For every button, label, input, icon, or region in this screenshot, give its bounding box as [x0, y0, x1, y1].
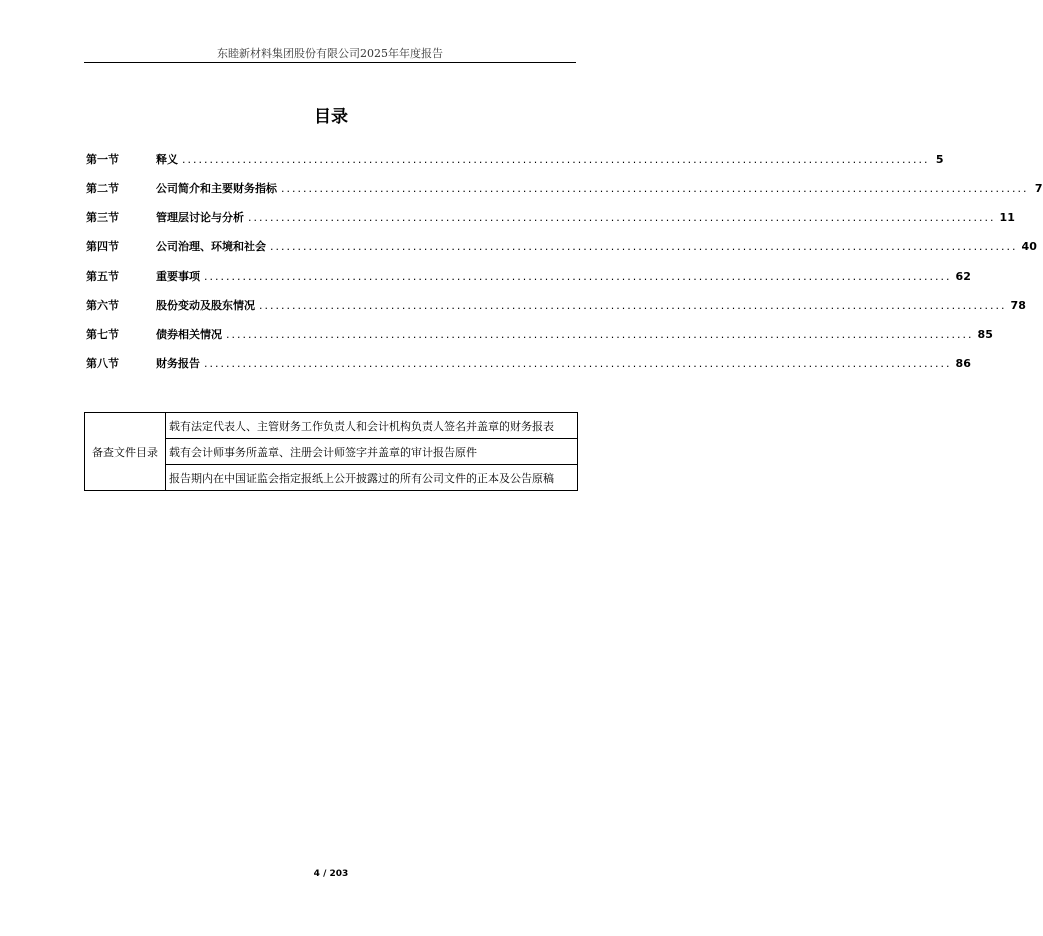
- toc-leader-dots: ........................................................................................................................................: [182, 153, 930, 166]
- toc-name: 公司治理、环境和社会: [156, 240, 266, 253]
- toc-page: 85: [977, 328, 993, 341]
- page-title: 目录: [314, 107, 348, 127]
- toc-name: 管理层讨论与分析: [156, 211, 244, 224]
- footer-total-pages: 203: [329, 869, 349, 879]
- toc-page: 7: [1034, 182, 1043, 195]
- toc-entry[interactable]: [86, 238, 1037, 254]
- toc-leader-dots: ........................................................................................................................................: [281, 182, 1029, 195]
- footer-page-number: 4: [313, 869, 320, 879]
- reference-file-item: 载有会计师事务所盖章、注册会计师签字并盖章的审计报告原件: [166, 439, 578, 465]
- toc-section: 第七节: [86, 328, 119, 341]
- reference-file-item: 载有法定代表人、主管财务工作负责人和会计机构负责人签名并盖章的财务报表: [166, 413, 578, 439]
- toc-leader-dots: ........................................................................................................................................: [270, 240, 1018, 253]
- toc-name: 释义: [156, 153, 178, 166]
- toc-leader-dots: ........................................................................................................................................: [204, 357, 952, 370]
- toc-section: 第六节: [86, 299, 119, 312]
- toc-page: 86: [955, 357, 971, 370]
- toc-name: 财务报告: [156, 357, 200, 370]
- toc-section: 第三节: [86, 211, 119, 224]
- toc-section: 第二节: [86, 182, 119, 195]
- toc-entry[interactable]: [86, 297, 1026, 313]
- toc-leader-dots: ........................................................................................................................................: [248, 211, 996, 224]
- toc-name: 股份变动及股东情况: [156, 299, 255, 312]
- toc-page: 11: [999, 211, 1015, 224]
- toc-entry[interactable]: [86, 209, 1015, 225]
- toc-entry[interactable]: [86, 326, 993, 342]
- toc-section: 第八节: [86, 357, 119, 370]
- toc-section: 第一节: [86, 153, 119, 166]
- toc-entry[interactable]: [86, 151, 944, 167]
- toc-page: 5: [935, 153, 944, 166]
- toc-page: 78: [1010, 299, 1026, 312]
- page-footer: [0, 869, 662, 879]
- toc-section: 第五节: [86, 270, 119, 283]
- toc-name: 重要事项: [156, 270, 200, 283]
- table-row: [85, 413, 578, 439]
- header-rule: [84, 62, 576, 63]
- toc-page: 62: [955, 270, 971, 283]
- toc-name: 公司简介和主要财务指标: [156, 182, 277, 195]
- reference-file-item: 报告期内在中国证监会指定报纸上公开披露过的所有公司文件的正本及公告原稿: [166, 465, 578, 491]
- toc-leader-dots: ........................................................................................................................................: [204, 270, 952, 283]
- reference-files-table: [84, 412, 578, 491]
- reference-files-label: 备查文件目录: [85, 413, 166, 491]
- toc-entry[interactable]: [86, 268, 971, 284]
- toc-leader-dots: ........................................................................................................................................: [259, 299, 1007, 312]
- toc-leader-dots: ........................................................................................................................................: [226, 328, 974, 341]
- toc-name: 债券相关情况: [156, 328, 222, 341]
- page-header: 东睦新材料集团股份有限公司2025年年度报告: [217, 47, 443, 60]
- footer-separator: /: [323, 869, 327, 879]
- toc-page: 40: [1021, 240, 1037, 253]
- toc-entry[interactable]: [86, 180, 1043, 196]
- toc-section: 第四节: [86, 240, 119, 253]
- toc-entry[interactable]: [86, 355, 971, 371]
